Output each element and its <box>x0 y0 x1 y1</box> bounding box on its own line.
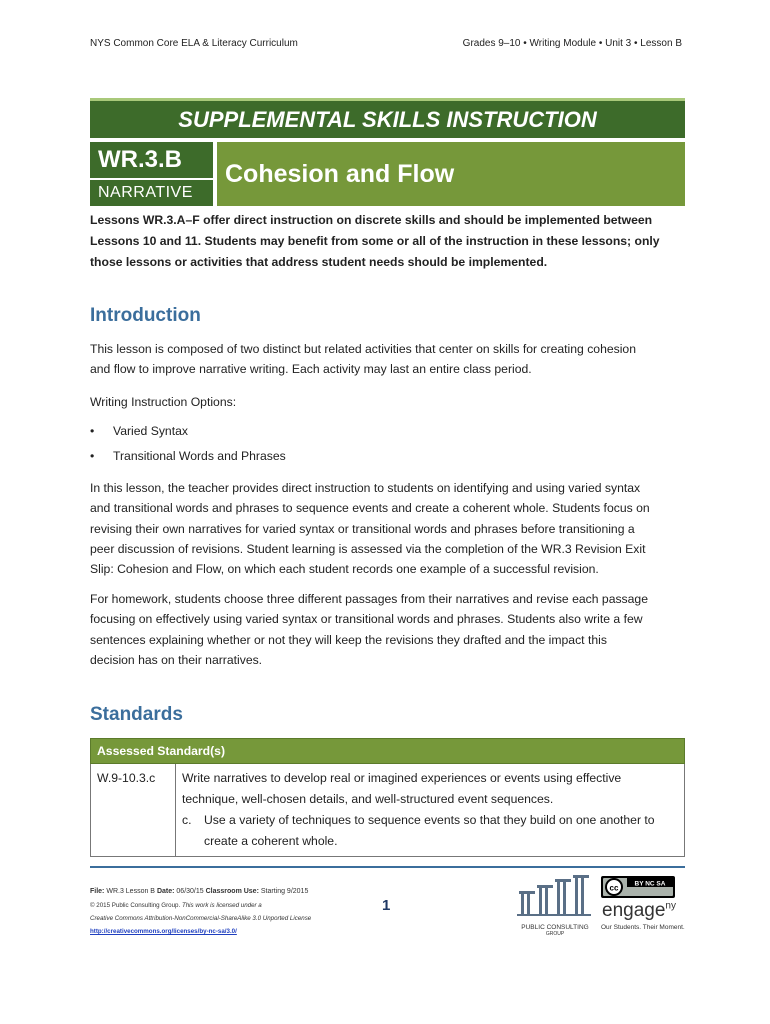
sub-standard <box>182 810 678 852</box>
lesson-title: Cohesion and Flow <box>217 142 685 206</box>
text-line: Use a variety of techniques to sequence events so that they build on one another to <box>204 813 655 827</box>
header-curriculum: NYS Common Core ELA & Literacy Curriculum <box>90 38 298 49</box>
footer-file-info <box>90 888 308 895</box>
file-label: File: <box>90 888 105 895</box>
lesson-code: WR.3.B <box>90 142 213 178</box>
pcg-columns-icon <box>515 875 595 917</box>
use-label: Classroom Use: <box>205 888 259 895</box>
footer-license-name: Creative Commons Attribution-NonCommercial-ShareAlike 3.0 Unported License <box>90 915 312 922</box>
standards-heading: Standards <box>90 704 183 725</box>
text-line: decision has on their narratives. <box>90 652 263 667</box>
pcg-group: GROUP <box>545 931 565 937</box>
text-line: For homework, students choose three different passages from their narratives and revise each passage <box>90 592 648 606</box>
intro-note-line: Lessons WR.3.A–F offer direct instruction on discrete skills and should be implemented between <box>90 213 653 227</box>
date-label: Date: <box>156 888 175 895</box>
copyright-text: © 2015 Public Consulting Group. <box>90 902 181 909</box>
pcg-name: PUBLIC CONSULTING <box>521 924 589 931</box>
pcg-logo <box>515 875 595 937</box>
text-line: focusing on effectively using varied syntax or transitional words and phrases. Students also write a few <box>90 612 643 627</box>
text-line: This lesson is composed of two distinct but related activities that center on skills for creating cohesion <box>90 342 636 356</box>
cc-icon <box>601 876 675 898</box>
bullet-text: Varied Syntax <box>113 424 188 438</box>
table-row <box>91 764 685 857</box>
page-number: 1 <box>382 897 391 914</box>
text-line: Slip: Cohesion and Flow, on which each student records one example of a successful revision. <box>90 562 599 577</box>
file-value: WR.3 Lesson B <box>106 888 155 895</box>
footer-copyright <box>90 902 262 909</box>
introduction-paragraph-1 <box>90 339 690 380</box>
table-header: Assessed Standard(s) <box>91 739 685 764</box>
license-link[interactable]: http://creativecommons.org/licenses/by-nc-sa/3.0/ <box>90 928 237 935</box>
standards-table <box>90 738 685 857</box>
cc-license-badge <box>601 876 675 898</box>
footer-divider <box>90 866 685 868</box>
use-value: Starting 9/2015 <box>260 888 309 895</box>
header-module-info: Grades 9–10 • Writing Module • Unit 3 • Lesson B <box>462 38 682 49</box>
cc-text: BY NC SA <box>634 880 666 888</box>
engage-ny: ny <box>665 900 676 912</box>
licensed-text: This work is licensed under a <box>181 902 262 909</box>
text-line: and flow to improve narrative writing. Each activity may last an entire class period. <box>90 362 532 377</box>
engage-text: engage <box>602 900 666 921</box>
svg-text:cc: cc <box>609 883 619 893</box>
sub-standard-label: c. <box>182 813 192 827</box>
bullet-icon: • <box>90 449 95 463</box>
introduction-heading: Introduction <box>90 305 201 326</box>
standard-description <box>176 764 685 857</box>
text-line: Write narratives to develop real or imagined experiences or events using effective <box>182 771 622 785</box>
lesson-type: NARRATIVE <box>90 180 213 206</box>
introduction-paragraph-2 <box>90 478 690 579</box>
bullet-text: Transitional Words and Phrases <box>113 449 286 463</box>
text-line: In this lesson, the teacher provides direct instruction to students on identifying and using varied syntax <box>90 481 641 495</box>
engage-tagline: Our Students. Their Moment. <box>601 924 685 931</box>
banner-title: SUPPLEMENTAL SKILLS INSTRUCTION <box>90 98 685 138</box>
text-line: and transitional words and phrases to sequence events and create a coherent whole. Students focus on <box>90 501 650 516</box>
introduction-paragraph-3 <box>90 589 690 670</box>
date-value: 06/30/15 <box>176 888 204 895</box>
intro-note-line: Lessons 10 and 11. Students may benefit from some or all of the instruction in these lessons; only <box>90 234 660 248</box>
text-line: create a coherent whole. <box>204 834 338 848</box>
text-line: technique, well-chosen details, and well-structured event sequences. <box>182 792 554 806</box>
intro-note <box>90 210 690 273</box>
bullet-icon: • <box>90 424 95 438</box>
text-line: peer discussion of revisions. Student learning is assessed via the completion of the WR.3 Revision Exit <box>90 541 646 556</box>
intro-note-line: those lessons or activities that address student needs should be implemented. <box>90 255 548 269</box>
options-label: Writing Instruction Options: <box>90 395 237 409</box>
standard-code: W.9-10.3.c <box>91 764 176 857</box>
text-line: sentences explaining whether or not they will keep the revisions they drafted and the impact this <box>90 632 607 647</box>
sub-standard-text <box>204 810 655 852</box>
text-line: revising their own narratives for varied syntax or transitional words and phrases before transitioning a <box>90 521 635 536</box>
engageny-logo <box>602 900 676 922</box>
